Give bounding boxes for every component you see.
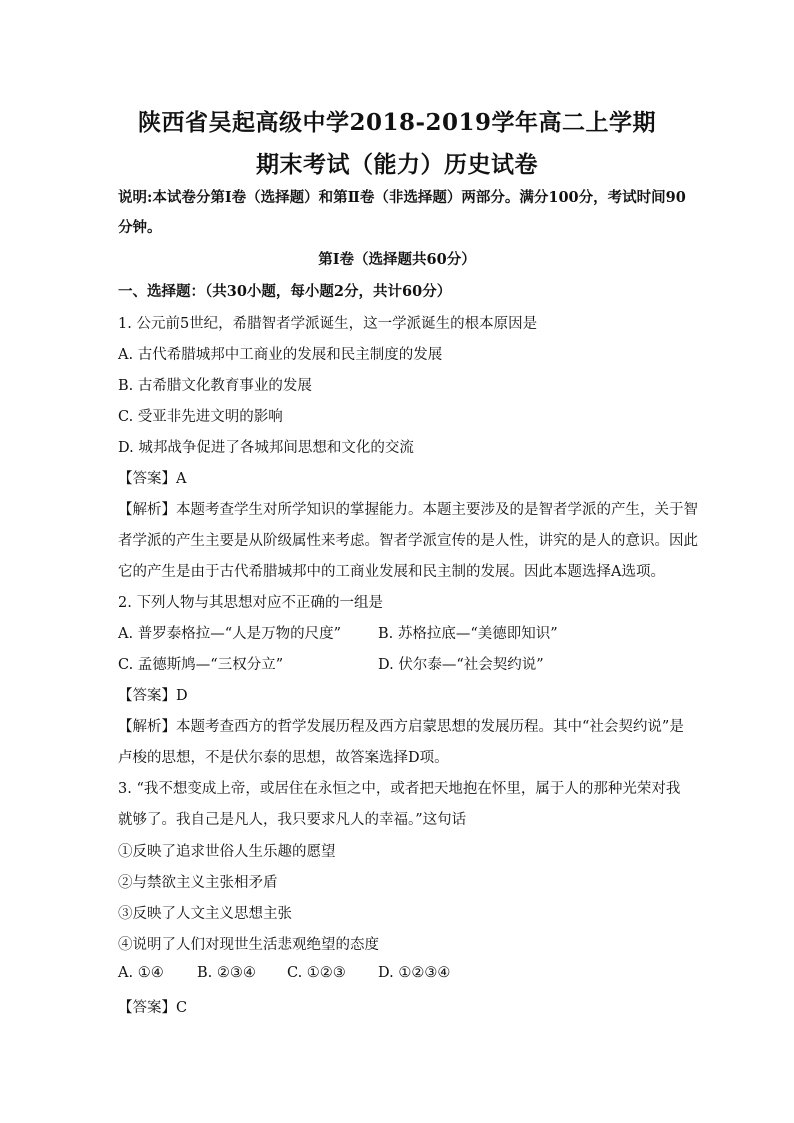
q2-stem: 2. 下列人物与其思想对应不正确的一组是 <box>118 595 383 611</box>
q1-option-b: B. 古希腊文化教育事业的发展 <box>118 378 312 394</box>
q2-analysis-line2: 卢梭的思想，不是伏尔泰的思想，故答案选择D项。 <box>118 750 449 766</box>
q3-option-b: B. ②③④ <box>197 965 256 981</box>
q3-statement-4: ④说明了人们对现世生活悲观绝望的态度 <box>118 937 379 953</box>
instructions-line1: 说明:本试卷分第Ⅰ卷（选择题）和第Ⅱ卷（非选择题）两部分。满分100分，考试时间90 <box>118 189 686 206</box>
exam-title-line1: 陕西省吴起高级中学2018-2019学年高二上学期 <box>137 109 657 136</box>
q3-stem-line2: 就够了。我自己是凡人，我只要求凡人的幸福。”这句话 <box>118 812 467 828</box>
q3-answer: 【答案】C <box>118 1000 188 1016</box>
q3-stem-line1: 3. “我不想变成上帝，或居住在永恒之中，或者把天地抱在怀里，属于人的那种光荣对我 <box>118 781 681 797</box>
q3-option-c: C. ①②③ <box>287 965 346 981</box>
q1-analysis-line2: 者学派的产生主要是从阶级属性来考虑。智者学派宣传的是人性，讲究的是人的意识。因此 <box>118 533 698 549</box>
q3-option-d: D. ①②③④ <box>378 965 451 981</box>
q2-option-b: B. 苏格拉底—“美德即知识” <box>378 626 558 642</box>
section-title: 第Ⅰ卷（选择题共60分） <box>318 251 476 268</box>
q3-statement-1: ①反映了追求世俗人生乐趣的愿望 <box>118 844 336 860</box>
q2-answer: 【答案】D <box>118 688 188 704</box>
q2-option-c: C. 孟德斯鸠—“三权分立” <box>118 657 284 673</box>
q2-option-a: A. 普罗泰格拉—“人是万物的尺度” <box>118 626 342 642</box>
q1-option-c: C. 受亚非先进文明的影响 <box>118 409 283 425</box>
q1-option-d: D. 城邦战争促进了各城邦间思想和文化的交流 <box>118 440 414 456</box>
exam-title-line2: 期末考试（能力）历史试卷 <box>256 151 538 178</box>
q3-statement-3: ③反映了人文主义思想主张 <box>118 906 292 922</box>
q1-analysis-line1: 【解析】本题考查学生对所学知识的掌握能力。本题主要涉及的是智者学派的产生，关于智 <box>118 502 698 518</box>
q2-option-d: D. 伏尔泰—“社会契约说” <box>378 657 544 673</box>
q1-stem: 1. 公元前5世纪，希腊智者学派诞生，这一学派诞生的根本原因是 <box>118 316 538 332</box>
q3-option-a: A. ①④ <box>118 965 164 981</box>
q3-statement-2: ②与禁欲主义主张相矛盾 <box>118 875 278 891</box>
q1-answer: 【答案】A <box>118 471 187 487</box>
part-heading: 一、选择题：（共30小题，每小题2分，共计60分） <box>118 283 452 300</box>
instructions-line2: 分钟。 <box>118 219 162 236</box>
q1-analysis-line3: 它的产生是由于古代希腊城邦中的工商业发展和民主制的发展。因此本题选择A选项。 <box>118 564 665 580</box>
q2-analysis-line1: 【解析】本题考查西方的哲学发展历程及西方启蒙思想的发展历程。其中“社会契约说”是 <box>118 719 684 735</box>
q1-option-a: A. 古代希腊城邦中工商业的发展和民主制度的发展 <box>118 347 443 363</box>
